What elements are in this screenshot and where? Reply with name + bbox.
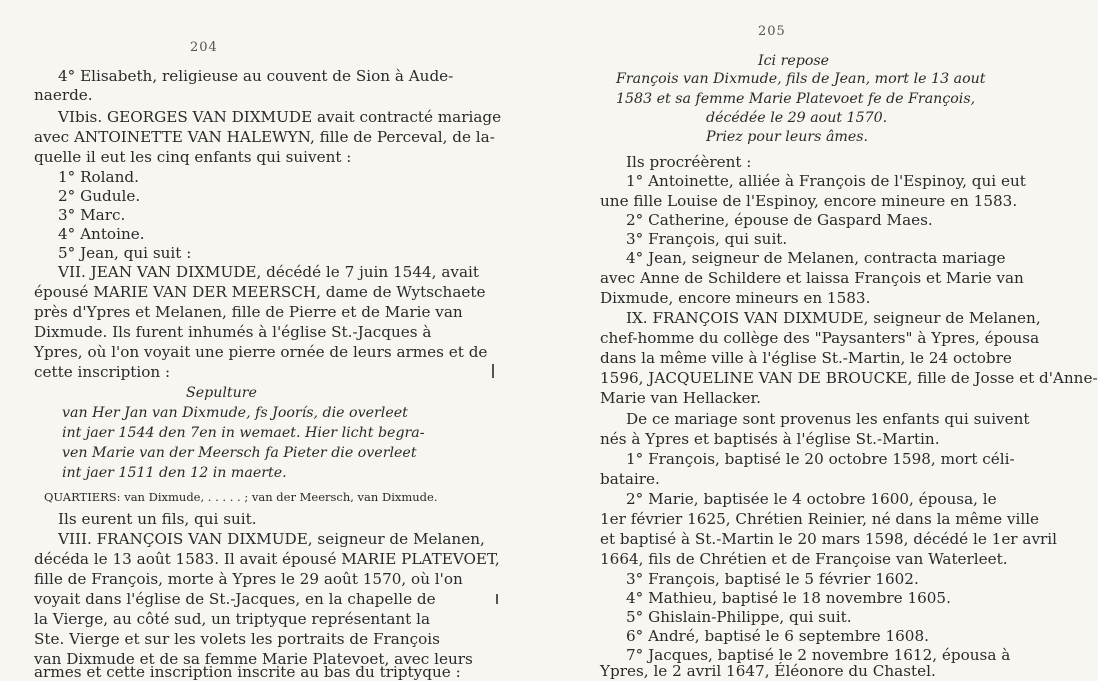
text-line: voyait dans l'église de St.-Jacques, en la chapelle de bbox=[34, 590, 436, 608]
inscription-line: ven Marie van der Meersch fa Pieter die overleet bbox=[62, 445, 417, 461]
text-line: 7° Jacques, baptisé le 2 novembre 1612, épousa à bbox=[626, 646, 1011, 664]
text-line: van Dixmude et de sa femme Marie Platevoet, avec leurs bbox=[34, 650, 473, 668]
text-line: 1664, fils de Chrétien et de Françoise van Waterleet. bbox=[600, 550, 1008, 568]
text-line: 3° François, qui suit. bbox=[626, 230, 788, 248]
text-line: dans la même ville à l'église St.-Martin, le 24 octobre bbox=[600, 349, 1012, 367]
text-line: 2° Gudule. bbox=[58, 187, 141, 205]
text-line: 1er février 1625, Chrétien Reinier, né dans la même ville bbox=[600, 510, 1040, 528]
text-line: avec Anne de Schildere et laissa François et Marie van bbox=[600, 269, 1024, 287]
left-page bbox=[0, 0, 510, 681]
text-line: 4° Antoine. bbox=[58, 225, 145, 243]
page-number: 204 bbox=[190, 40, 218, 55]
text-line: VIbis. GEORGES VAN DIXMUDE avait contracté mariage bbox=[58, 108, 502, 126]
gutter-mark bbox=[496, 594, 498, 604]
text-line: Dixmude, encore mineurs en 1583. bbox=[600, 289, 871, 307]
text-line: nés à Ypres et baptisés à l'église St.-Martin. bbox=[600, 430, 940, 448]
text-line: bataire. bbox=[600, 470, 660, 488]
text-line: près d'Ypres et Melanen, fille de Pierre et de Marie van bbox=[34, 303, 463, 321]
text-line: Ste. Vierge et sur les volets les portraits de François bbox=[34, 630, 440, 648]
text-line: 5° Jean, qui suit : bbox=[58, 244, 192, 262]
text-line: 2° Catherine, épouse de Gaspard Maes. bbox=[626, 211, 933, 229]
text-line: 1° Antoinette, alliée à François de l'Espinoy, qui eut bbox=[626, 172, 1026, 190]
text-line: 6° André, baptisé le 6 septembre 1608. bbox=[626, 627, 929, 645]
text-line: 2° Marie, baptisée le 4 octobre 1600, épousa, le bbox=[626, 490, 997, 508]
text-line: Ils procréèrent : bbox=[626, 153, 752, 171]
text-line: De ce mariage sont provenus les enfants qui suivent bbox=[626, 410, 1030, 428]
text-line: IX. FRANÇOIS VAN DIXMUDE, seigneur de Melanen, bbox=[626, 309, 1041, 327]
epitaph-line: Ici repose bbox=[758, 53, 830, 69]
gutter-mark bbox=[492, 364, 494, 378]
text-line: VII. JEAN VAN DIXMUDE, décédé le 7 juin 1544, avait bbox=[58, 263, 479, 281]
text-line: et baptisé à St.-Martin le 20 mars 1598, décédé le 1er avril bbox=[600, 530, 1058, 548]
epitaph-line: 1583 et sa femme Marie Platevoet fe de François, bbox=[616, 91, 976, 107]
inscription-line: int jaer 1544 den 7en in wemaet. Hier licht begra- bbox=[62, 425, 425, 441]
quartiers-line: QUARTIERS: van Dixmude, . . . . . ; van der Meersch, van Dixmude. bbox=[44, 490, 438, 504]
text-line: Ils eurent un fils, qui suit. bbox=[58, 510, 257, 528]
text-line: naerde. bbox=[34, 86, 93, 104]
text-line: la Vierge, au côté sud, un triptyque représentant la bbox=[34, 610, 430, 628]
text-line: 5° Ghislain-Philippe, qui suit. bbox=[626, 608, 852, 626]
text-line: 4° Mathieu, baptisé le 18 novembre 1605. bbox=[626, 589, 951, 607]
text-line: une fille Louise de l'Espinoy, encore mineure en 1583. bbox=[600, 192, 1018, 210]
text-line: armes et cette inscription inscrite au bas du triptyque : bbox=[34, 663, 461, 681]
text-line: 1° François, baptisé le 20 octobre 1598, mort céli- bbox=[626, 450, 1015, 468]
text-line: épousé MARIE VAN DER MEERSCH, dame de Wytschaete bbox=[34, 283, 486, 301]
text-line: 1° Roland. bbox=[58, 168, 139, 186]
inscription-line: van Her Jan van Dixmude, fs Joorís, die overleet bbox=[62, 405, 408, 421]
text-line: Ypres, où l'on voyait une pierre ornée de leurs armes et de bbox=[34, 343, 488, 361]
text-line: chef-homme du collège des "Paysanters" à Ypres, épousa bbox=[600, 329, 1040, 347]
inscription-line: int jaer 1511 den 12 in maerte. bbox=[62, 465, 287, 481]
text-line: décéda le 13 août 1583. Il avait épousé MARIE PLATEVOET, bbox=[34, 550, 500, 568]
text-line: Marie van Hellacker. bbox=[600, 389, 761, 407]
text-line: 3° Marc. bbox=[58, 206, 126, 224]
right-page bbox=[512, 0, 1098, 681]
text-line: cette inscription : bbox=[34, 363, 171, 381]
epitaph-line: François van Dixmude, fils de Jean, mort le 13 aout bbox=[616, 71, 986, 87]
text-line: Ypres, le 2 avril 1647, Éléonore du Chastel. bbox=[600, 662, 936, 680]
text-line: 1596, JACQUELINE VAN DE BROUCKE, fille de Josse et d'Anne- bbox=[600, 369, 1098, 387]
epitaph-line: décédée le 29 aout 1570. bbox=[706, 110, 888, 126]
page-number: 205 bbox=[758, 24, 786, 39]
text-line: 4° Jean, seigneur de Melanen, contracta mariage bbox=[626, 249, 1006, 267]
text-line: quelle il eut les cinq enfants qui suivent : bbox=[34, 148, 352, 166]
inscription-title: Sepulture bbox=[186, 385, 257, 401]
text-line: VIII. FRANÇOIS VAN DIXMUDE, seigneur de Melanen, bbox=[58, 530, 485, 548]
epitaph-line: Priez pour leurs âmes. bbox=[706, 129, 869, 145]
text-line: fille de François, morte à Ypres le 29 août 1570, où l'on bbox=[34, 570, 463, 588]
text-line: 4° Elisabeth, religieuse au couvent de Sion à Aude- bbox=[58, 67, 454, 85]
text-line: avec ANTOINETTE VAN HALEWYN, fille de Perceval, de la- bbox=[34, 128, 495, 146]
text-line: Dixmude. Ils furent inhumés à l'église St.-Jacques à bbox=[34, 323, 432, 341]
text-line: 3° François, baptisé le 5 février 1602. bbox=[626, 570, 919, 588]
